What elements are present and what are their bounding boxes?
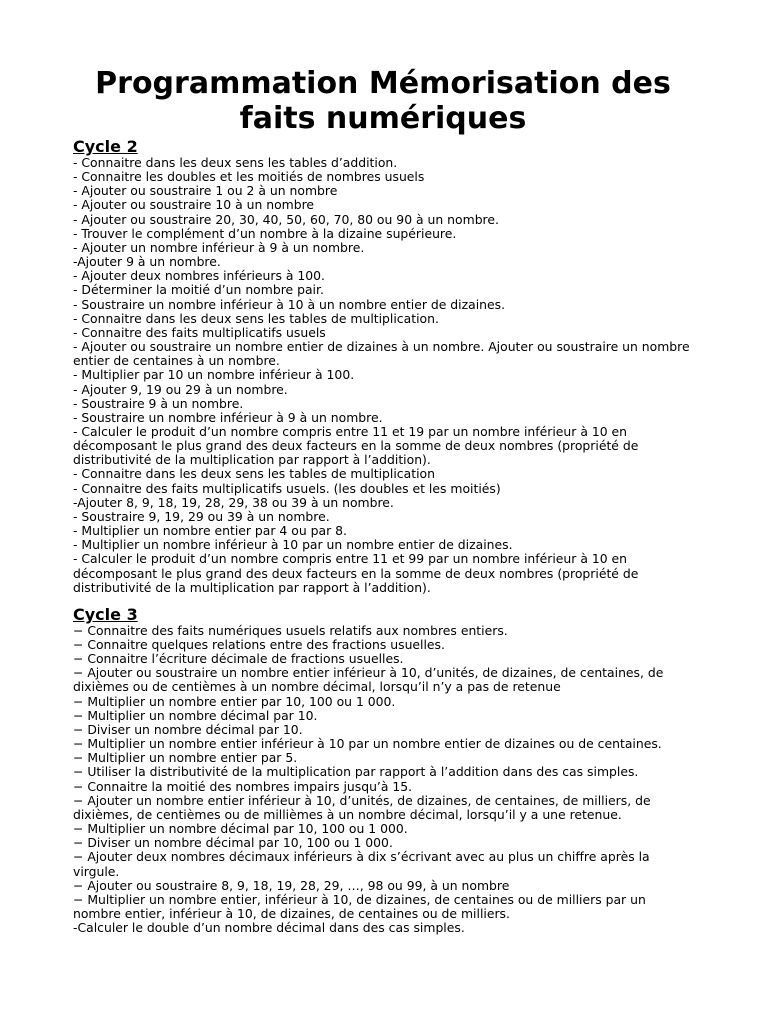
list-item: − Ajouter ou soustraire 8, 9, 18, 19, 28, 29, …, 98 ou 99, à un nombre bbox=[73, 877, 510, 893]
title-line-2: faits numériques bbox=[239, 101, 527, 136]
list-item: - Multiplier un nombre inférieur à 10 par un nombre entier de dizaines. bbox=[73, 537, 513, 553]
list-item: - Soustraire 9 à un nombre. bbox=[73, 395, 244, 411]
list-item: − Multiplier un nombre décimal par 10, 100 ou 1 000. bbox=[73, 821, 408, 837]
list-item: - Connaitre dans les deux sens les tables de multiplication. bbox=[73, 310, 439, 326]
list-item: − Multiplier un nombre entier par 5. bbox=[73, 750, 298, 766]
list-item: - Déterminer la moitié d’un nombre pair. bbox=[73, 282, 324, 298]
list-item: - Connaitre dans les deux sens les tables d’addition. bbox=[73, 155, 398, 170]
list-item: - Ajouter ou soustraire 1 ou 2 à un nombre bbox=[73, 183, 338, 199]
list-item: - Connaitre des faits multiplicatifs usuels bbox=[73, 324, 326, 340]
list-item: - Calculer le produit d’un nombre compris entre 11 et 19 par un nombre inférieur à 10 en décomposant le plus grand des deux facteurs en la somme de deux nombres (propriété de distributivité de la multiplication par rapport à l’addition). bbox=[73, 423, 639, 468]
list-item: - Soustraire 9, 19, 29 ou 39 à un nombre. bbox=[73, 508, 330, 524]
list-item: − Multiplier un nombre entier, inférieur à 10, de dizaines, de centaines ou de milliers par un nombre entier, inférieur à 10, de dizaines, de centaines ou de milliers. bbox=[73, 891, 646, 921]
page-title bbox=[67, 66, 699, 136]
list-item: − Ajouter un nombre entier inférieur à 10, d’unités, de dizaines, de centaines, de milliers, de dixièmes, de centièmes ou de millièmes à un nombre décimal, lorsqu’il y a une retenue. bbox=[73, 792, 651, 822]
list-item: − Multiplier un nombre entier inférieur à 10 par un nombre entier de dizaines ou de centaines. bbox=[73, 736, 662, 752]
list-item: − Connaitre la moitié des nombres impairs jusqu’à 15. bbox=[73, 778, 413, 794]
section-heading-cycle-3: Cycle 3 bbox=[73, 604, 138, 624]
section-list-cycle-2 bbox=[73, 156, 693, 595]
list-item: - Connaitre dans les deux sens les tables de multiplication bbox=[73, 466, 435, 482]
list-item: − Multiplier un nombre décimal par 10. bbox=[73, 707, 318, 723]
section-heading-cycle-2: Cycle 2 bbox=[73, 137, 138, 156]
list-item: - Multiplier un nombre entier par 4 ou par 8. bbox=[73, 523, 347, 539]
list-item: − Multiplier un nombre entier par 10, 100 ou 1 000. bbox=[73, 693, 396, 709]
list-item: − Diviser un nombre décimal par 10. bbox=[73, 721, 303, 737]
list-item: - Ajouter deux nombres inférieurs à 100. bbox=[73, 268, 325, 284]
list-item: - Connaitre des faits multiplicatifs usuels. (les doubles et les moitiés) bbox=[73, 480, 501, 496]
list-item: - Soustraire un nombre inférieur à 9 à un nombre. bbox=[73, 409, 383, 425]
list-item: - Soustraire un nombre inférieur à 10 à un nombre entier de dizaines. bbox=[73, 296, 506, 312]
list-item: - Multiplier par 10 un nombre inférieur à 100. bbox=[73, 367, 355, 383]
list-item: - Calculer le produit d’un nombre compris entre 11 et 99 par un nombre inférieur à 10 en décomposant le plus grand des deux facteurs en la somme de deux nombres (propriété de distributivité de la multiplication par rapport à l’addition). bbox=[73, 551, 639, 595]
list-item: -Calculer le double d’un nombre décimal dans des cas simples. bbox=[73, 920, 465, 936]
list-item: - Ajouter 9, 19 ou 29 à un nombre. bbox=[73, 381, 288, 397]
list-item: − Ajouter ou soustraire un nombre entier inférieur à 10, d’unités, de dizaines, de centaines, de dixièmes ou de centièmes à un nombre décimal, lorsqu’il n’y a pas de retenue bbox=[73, 665, 664, 695]
list-item: − Utiliser la distributivité de la multiplication par rapport à l’addition dans des cas simples. bbox=[73, 764, 639, 780]
list-item: − Ajouter deux nombres décimaux inférieurs à dix s’écrivant avec au plus un chiffre après la virgule. bbox=[73, 849, 650, 879]
list-item: - Trouver le complément d’un nombre à la dizaine supérieure. bbox=[73, 225, 457, 241]
title-line-1: Programmation Mémorisation des bbox=[95, 66, 671, 101]
list-item: -Ajouter 9 à un nombre. bbox=[73, 254, 221, 270]
list-item: - Ajouter un nombre inférieur à 9 à un nombre. bbox=[73, 239, 365, 255]
list-item: − Connaitre l’écriture décimale de fractions usuelles. bbox=[73, 651, 404, 667]
list-item: - Ajouter ou soustraire 20, 30, 40, 50, 60, 70, 80 ou 90 à un nombre. bbox=[73, 211, 499, 227]
list-item: − Diviser un nombre décimal par 10, 100 ou 1 000. bbox=[73, 835, 393, 851]
list-item: - Ajouter ou soustraire un nombre entier de dizaines à un nombre. Ajouter ou soustraire un nombre entier de centaines à un nombre. bbox=[73, 339, 690, 369]
document-page bbox=[73, 66, 693, 935]
list-item: - Connaitre les doubles et les moitiés de nombres usuels bbox=[73, 169, 425, 185]
list-item: - Ajouter ou soustraire 10 à un nombre bbox=[73, 197, 315, 213]
list-item: − Connaitre quelques relations entre des fractions usuelles. bbox=[73, 637, 445, 652]
section-list-cycle-3 bbox=[73, 624, 693, 935]
list-item: -Ajouter 8, 9, 18, 19, 28, 29, 38 ou 39 à un nombre. bbox=[73, 494, 394, 510]
list-item: − Connaitre des faits numériques usuels relatifs aux nombres entiers. bbox=[73, 622, 508, 638]
